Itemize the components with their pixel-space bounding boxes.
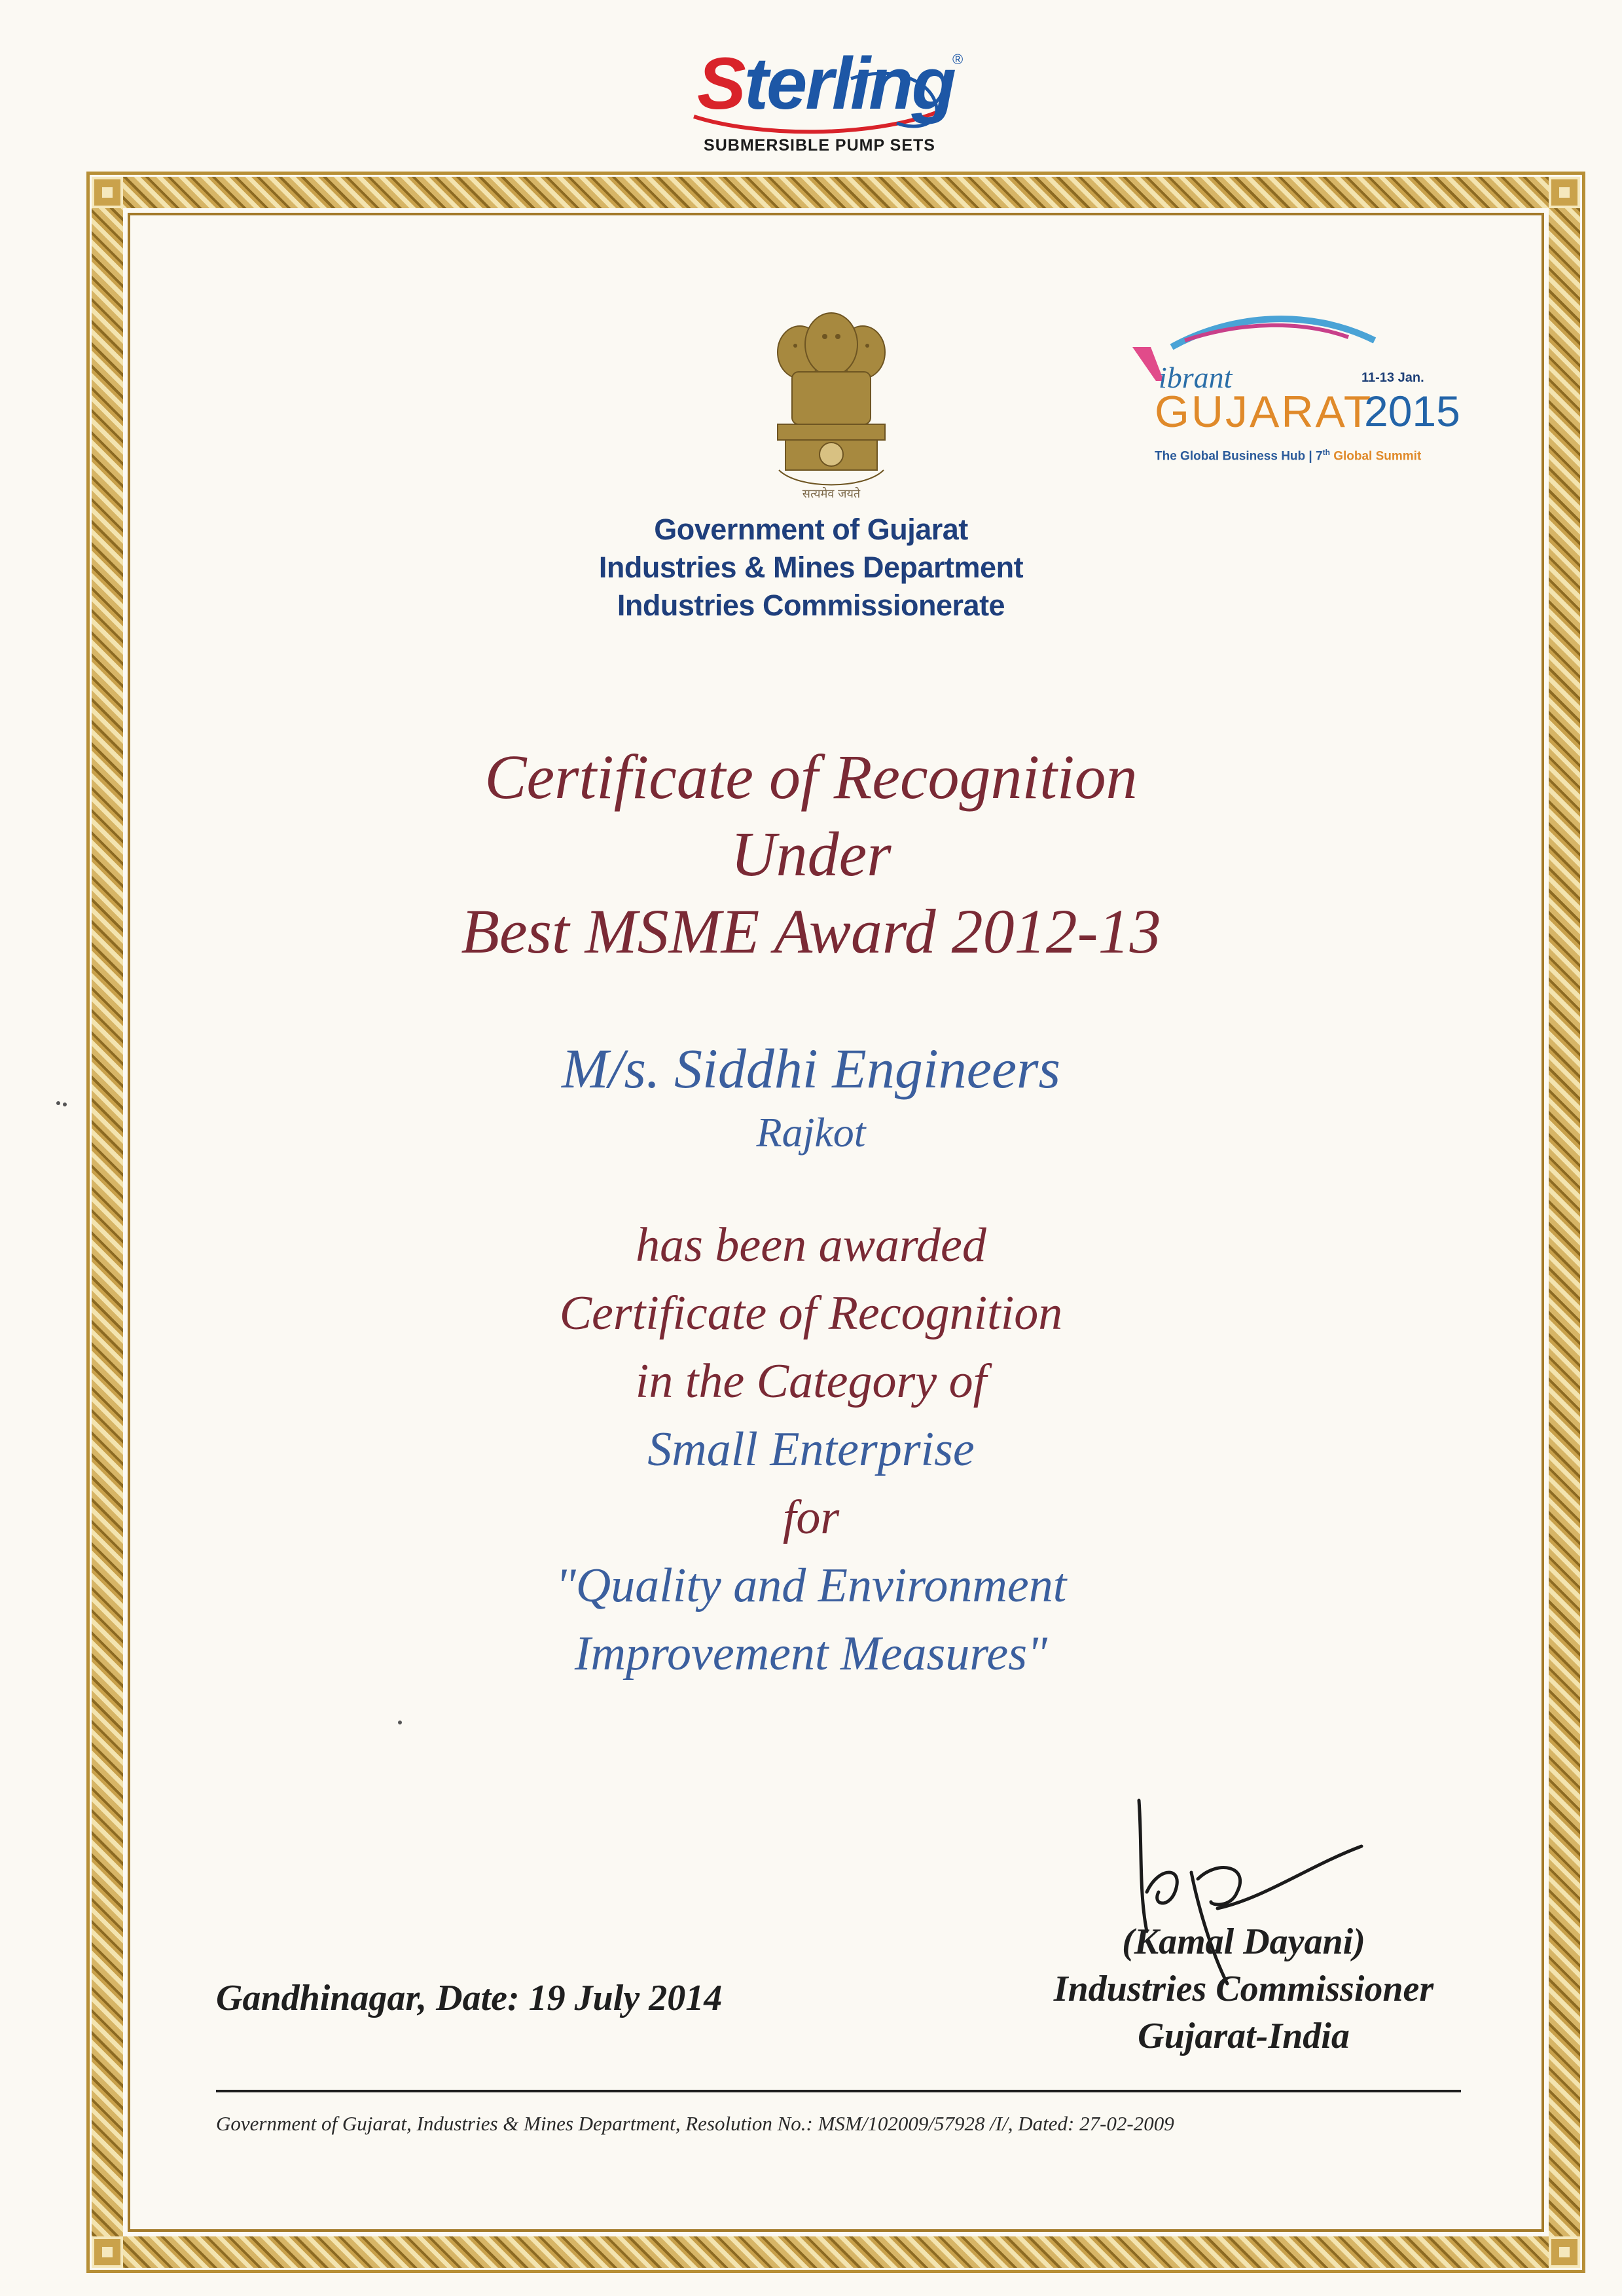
vibrant-text: ibrant — [1159, 361, 1233, 394]
brand-tagline: SUBMERSIBLE PUMP SETS — [704, 136, 935, 155]
scan-speck — [56, 1101, 60, 1105]
scan-speck — [398, 1721, 402, 1724]
award-category: Small Enterprise — [647, 1423, 975, 1476]
title-line: Under — [730, 819, 892, 889]
department-ministry: Industries & Mines Department — [598, 551, 1024, 584]
brand-name: Sterling — [697, 43, 954, 124]
recipient-city: Rajkot — [756, 1109, 866, 1156]
scan-speck — [63, 1102, 67, 1106]
issuing-department — [582, 511, 1040, 625]
award-reason: "Quality and Environment — [555, 1559, 1067, 1613]
department-office: Industries Commissionerate — [617, 589, 1005, 622]
sterling-logo — [655, 39, 982, 170]
title-line: Best MSME Award 2012-13 — [461, 896, 1161, 966]
recipient-company: M/s. Siddhi Engineers — [562, 1037, 1060, 1100]
vibrant-gujarat-logo — [1113, 308, 1479, 471]
state-emblem-icon — [759, 306, 903, 509]
signatory-location: Gujarat-India — [1138, 2016, 1350, 2056]
corner-ornament-top-left — [92, 177, 123, 208]
signatory-block — [1008, 1918, 1479, 2060]
body-line: Certificate of Recognition — [559, 1286, 1063, 1340]
certificate-body — [262, 1211, 1360, 1688]
body-line: has been awarded — [636, 1218, 986, 1272]
registered-mark: ® — [952, 51, 964, 67]
certificate-title — [262, 738, 1360, 970]
gujarat-text: GUJARAT — [1155, 387, 1373, 437]
department-government: Government of Gujarat — [654, 513, 968, 546]
body-line: for — [782, 1491, 840, 1544]
signatory-name: (Kamal Dayani) — [1122, 1922, 1365, 1962]
title-line: Certificate of Recognition — [484, 742, 1138, 812]
award-reason: Improvement Measures" — [574, 1627, 1048, 1681]
event-tagline: The Global Business Hub | 7th Global Summit — [1155, 448, 1422, 464]
body-line: in the Category of — [635, 1355, 987, 1408]
corner-ornament-top-right — [1549, 177, 1580, 208]
emblem-motto: सत्यमेव जयते — [802, 487, 861, 501]
event-dates: 11-13 Jan. — [1361, 371, 1424, 385]
event-year: 2015 — [1364, 387, 1460, 435]
place-and-date: Gandhinagar, Date: 19 July 2014 — [216, 1978, 723, 2018]
corner-ornament-bottom-left — [92, 2236, 123, 2268]
signatory-title: Industries Commissioner — [1053, 1969, 1434, 2009]
footer-divider — [216, 2090, 1461, 2092]
corner-ornament-bottom-right — [1549, 2236, 1580, 2268]
resolution-note: Government of Gujarat, Industries & Mines Department, Resolution No.: MSM/102009/57928 /I/, Dated: 27-02-2009 — [216, 2112, 1174, 2135]
